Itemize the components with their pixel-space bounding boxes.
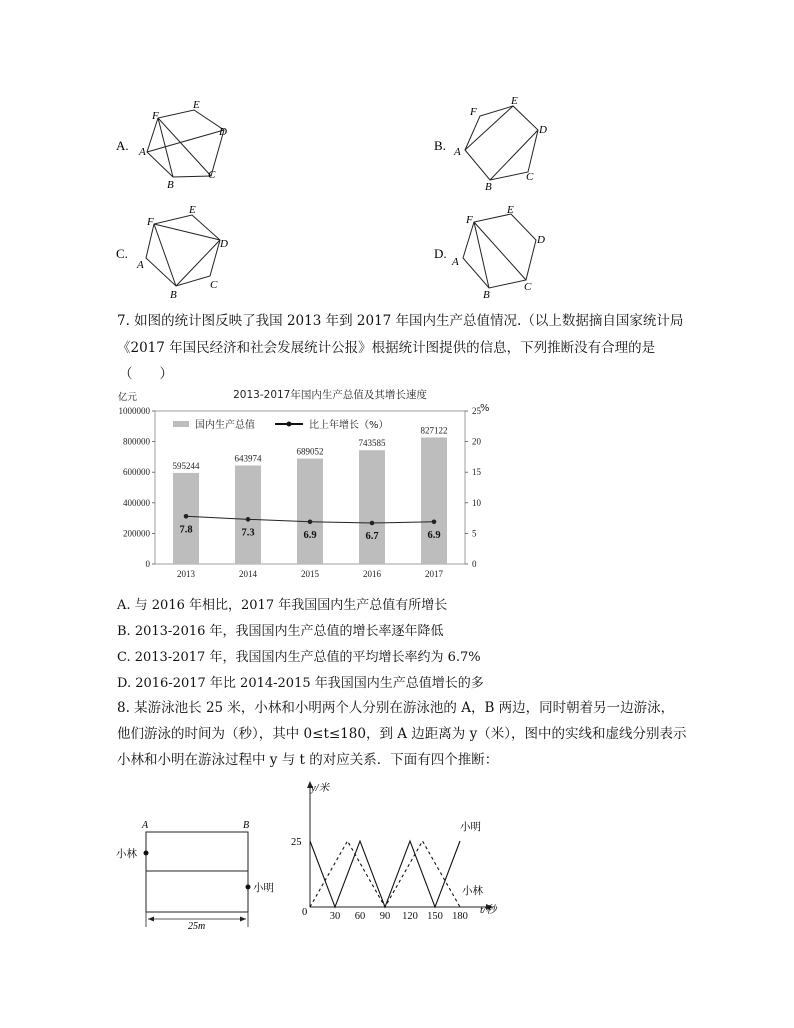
left-tick-label: 0 [145,559,150,569]
vertex-label: C [210,279,218,291]
vertex-label: A [137,259,144,271]
growth-label: 7.8 [179,524,193,536]
hexagon-option-d [434,204,545,301]
q7-line-1: 7. 如图的统计图反映了我国 2013 年到 2017 年国内生产总值情况.（以上数据摘自国家统计局 [117,313,684,329]
vertex-label: D [539,124,547,136]
vertex-label: E [511,95,518,107]
gdp-bar-label: 827122 [420,425,448,436]
growth-point [184,514,189,519]
gdp-bar-label: 643974 [234,453,262,464]
gdp-bar-label: 689052 [296,446,324,457]
swim-origin: 0 [302,907,308,918]
legend-line-marker [287,422,292,427]
swim-label-lin: 小林 [462,885,483,897]
gdp-bar [359,450,385,564]
growth-label: 6.9 [303,529,317,541]
vertex-label: A [139,146,146,158]
swimmer-lin-label: 小林 [116,848,137,860]
gdp-bar [235,465,261,564]
vertex-label: F [470,106,477,118]
gdp-bar-label: 595244 [172,460,200,471]
growth-point [370,521,375,526]
left-tick-label: 200000 [123,528,150,539]
swimmer-ming-dot [246,885,251,890]
hexagon-option-a [116,99,227,191]
vertex-label: E [507,204,514,216]
vertex-label: A [454,146,461,158]
vertex-label: E [189,204,196,216]
swim-x-tick-label: 90 [379,911,391,922]
swim-graph [280,780,510,925]
vertex-label: D [220,238,228,250]
x-tick-label: 2014 [239,569,257,579]
swimmer-lin-dot [144,851,149,856]
q7-line-3: （ ） [119,366,173,382]
pool-label-a: A [142,820,149,831]
q7-option-d[interactable]: D. 2016-2017 年比 2014-2015 年我国国内生产总值增长的多 [117,676,484,691]
right-unit-label: % [480,403,490,414]
q8-line-2: 他们游泳的时间为（秒），其中 0≤t≤180，到 A 边距离为 y（米），图中的实线和虚线分别表示 [117,726,687,742]
swim-dashed-line [310,841,460,907]
right-tick-label: 0 [472,559,477,569]
swim-xlabel: t/秒 [480,905,497,916]
left-unit-label: 亿元 [118,392,138,403]
vertex-label: D [219,126,227,138]
q8-line-1: 8. 某游泳池长 25 米，小林和小明两个人分别在游泳池的 A，B 两边，同时朝着另一边游泳， [117,700,675,716]
q7-option-c[interactable]: C. 2013-2017 年，我国国内生产总值的平均增长率约为 6.7% [117,650,481,665]
swim-graph-axes [307,781,493,922]
x-tick-label: 2013 [177,569,195,579]
gdp-bar-label: 743585 [358,438,386,449]
right-tick-label: 20 [472,436,481,447]
growth-label: 6.9 [427,529,441,541]
swim-x-tick-label: 150 [427,911,443,922]
growth-label: 7.3 [241,527,255,539]
option-letter: B. [434,138,446,153]
legend-line-label: 比上年增长（%） [309,420,389,431]
right-tick-label: 10 [472,497,481,508]
pool-width-label: 25m [188,921,206,930]
swim-ylabel: y/米 [311,783,330,794]
growth-point [308,519,313,524]
vertex-label: B [483,289,490,301]
option-letter: A. [116,138,129,153]
right-tick-label: 15 [472,467,481,478]
vertex-label: E [193,99,200,111]
pool-label-b: B [243,820,250,831]
legend-bar-label: 国内生产总值 [195,420,255,431]
swim-label-ming: 小明 [460,821,481,833]
left-tick-label: 800000 [123,436,150,447]
legend-bar-swatch [173,421,189,427]
vertex-label: B [485,181,492,193]
hexagon-option-c [116,204,228,301]
q7-option-a[interactable]: A. 与 2016 年相比，2017 年我国国内生产总值有所增长 [117,598,448,613]
vertex-label: C [208,169,216,181]
option-letter: D. [434,246,447,261]
swim-ytick-25: 25 [291,837,302,848]
option-letter: C. [116,246,128,261]
right-tick-label: 25 [472,406,481,416]
vertex-label: B [167,179,174,191]
right-tick-label: 5 [472,528,477,539]
left-tick-label: 400000 [123,497,150,508]
pool-rectangle [146,832,248,912]
vertex-label: C [524,281,532,293]
growth-point [432,519,437,524]
swim-x-tick-label: 120 [402,911,418,922]
chart-title: 2013-2017年国内生产总值及其增长速度 [233,389,427,401]
swim-graph-lines [310,841,460,907]
left-tick-label: 600000 [123,467,150,478]
growth-point [246,517,251,522]
vertex-label: F [152,110,159,122]
hexagon-option-b [434,95,547,193]
vertex-label: D [537,234,545,246]
q8-line-3: 小林和小明在游泳过程中 y 与 t 的对应关系．下面有四个推断： [117,752,499,768]
vertex-label: C [526,171,534,183]
gdp-chart [110,384,500,589]
pool-diagram [110,815,300,930]
x-tick-label: 2015 [301,569,319,579]
swim-x-tick-label: 60 [354,911,366,922]
left-tick-label: 1000000 [118,406,150,416]
vertex-label: A [452,256,459,268]
hexagon-figures [0,0,794,310]
vertex-label: B [170,289,177,301]
swimmer-ming-label: 小明 [253,882,274,894]
vertex-label: F [147,216,154,228]
growth-label: 6.7 [365,530,379,542]
vertex-label: F [466,214,473,226]
x-tick-label: 2016 [363,569,381,579]
x-tick-label: 2017 [425,569,443,579]
gdp-bar [297,459,323,564]
q7-line-2: 《2017 年国民经济和社会发展统计公报》根据统计图提供的信息，下列推断没有合理的是 [117,340,656,356]
swim-x-tick-label: 180 [452,911,468,922]
q7-option-b[interactable]: B. 2013-2016 年，我国国内生产总值的增长率逐年降低 [117,624,444,639]
swim-x-tick-label: 30 [329,911,341,922]
gdp-bar [421,437,447,564]
swim-solid-line [310,841,460,907]
